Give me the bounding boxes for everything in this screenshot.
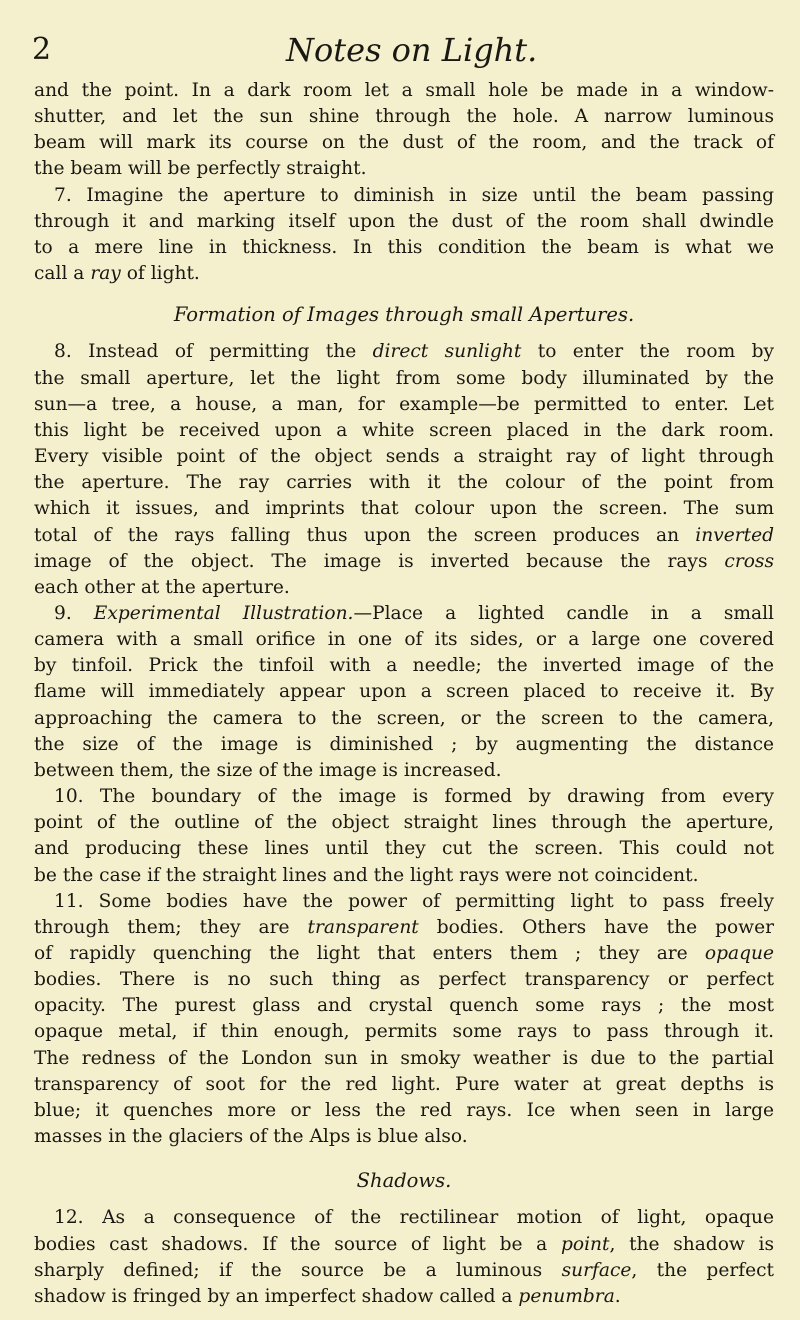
text-line: between them, the size of the image is increased. <box>34 759 502 781</box>
text-line: sun—a tree, a house, a man, for example—be permitted to enter. Let <box>34 393 774 415</box>
text-fragment: to enter the room by <box>521 341 775 363</box>
paragraph-8 <box>34 339 774 601</box>
text-line: 11. Some bodies have the power of permitting light to pass freely <box>54 890 774 912</box>
text-line: Every visible point of the object sends a straight ray of light through <box>34 446 774 468</box>
text-line: and the point. In a dark room let a small hole be made in a window- <box>34 80 774 101</box>
text-line: bodies. There is no such thing as perfect transparency or perfect <box>34 969 774 991</box>
text-fragment: total of the rays falling thus upon the screen produces an <box>34 524 696 546</box>
text-line: the aperture. The ray carries with it the colour of the point from <box>34 472 774 494</box>
text-line: 7. Imagine the aperture to diminish in size until the beam passing <box>54 184 774 206</box>
text-line: be the case if the straight lines and the light rays were not coincident. <box>34 864 699 886</box>
emphasis-ray: ray <box>90 263 121 285</box>
emphasis-surface: surface <box>561 1259 632 1281</box>
page-number: 2 <box>32 32 52 67</box>
text-fragment: sharply defined; if the source be a luminous <box>34 1259 562 1281</box>
text-line: beam will mark its course on the dust of the room, and the track of <box>34 132 774 154</box>
text-line: opaque metal, if thin enough, permits some rays to pass through it. <box>34 1021 774 1043</box>
text-line <box>34 915 774 941</box>
text-line: to a mere line in thickness. In this condition the beam is what we <box>34 236 774 258</box>
text-line: 10. The boundary of the image is formed by drawing from every <box>54 786 774 808</box>
paragraph-10 <box>34 784 774 889</box>
text-line: through it and marking itself upon the dust of the room shall dwindle <box>34 210 774 232</box>
text-line: approaching the camera to the screen, or the screen to the camera, <box>34 707 774 729</box>
running-title: Notes on Light. <box>286 31 538 69</box>
text-line: shutter, and let the sun shine through the hole. A narrow luminous <box>34 106 774 128</box>
text-fragment: of light. <box>120 263 200 285</box>
text-line: the size of the image is diminished ; by augmenting the distance <box>34 733 774 755</box>
text-line: opacity. The purest glass and crystal quench some rays ; the most <box>34 995 774 1017</box>
emphasis-experimental-illustration: Experimental Illustration. <box>93 602 354 624</box>
paragraph-intro <box>34 78 774 183</box>
text-line <box>34 523 774 549</box>
paragraph-7 <box>34 183 774 288</box>
text-line: point of the outline of the object straight lines through the aperture, <box>34 812 774 834</box>
text-line <box>34 261 774 287</box>
text-line <box>34 1258 774 1284</box>
text-line: each other at the aperture. <box>34 576 290 598</box>
text-line: masses in the glaciers of the Alps is blue also. <box>34 1126 468 1148</box>
text-line: and producing these lines until they cut the screen. This could not <box>34 838 774 860</box>
text-fragment: call a <box>34 263 91 285</box>
emphasis-inverted: inverted <box>695 524 774 546</box>
text-line <box>34 1284 774 1310</box>
section-heading-images: Formation of Images through small Apertures. <box>173 303 635 327</box>
text-fragment: bodies. Others have the power <box>418 916 774 938</box>
page-header <box>0 22 800 72</box>
text-fragment: . <box>614 1285 621 1307</box>
body-text <box>34 78 774 1310</box>
text-fragment: , the shadow is <box>609 1233 774 1255</box>
text-line: this light be received upon a white screen placed in the dark room. <box>34 419 774 441</box>
section-heading-shadows: Shadows. <box>356 1169 452 1193</box>
text-fragment: , the perfect <box>631 1259 775 1281</box>
text-line: the small aperture, let the light from some body illuminated by the <box>34 367 774 389</box>
text-fragment: shadow is fringed by an imperfect shadow called a <box>34 1285 519 1307</box>
emphasis-point: point <box>560 1233 610 1255</box>
text-line: The redness of the London sun in smoky weather is due to the partial <box>34 1047 774 1069</box>
text-line: flame will immediately appear upon a screen placed to receive it. By <box>34 681 774 703</box>
text-line: which it issues, and imprints that colour upon the screen. The sum <box>34 498 774 520</box>
paragraph-11 <box>34 889 774 1151</box>
text-line <box>34 1232 774 1258</box>
text-line <box>34 601 774 627</box>
text-fragment: image of the object. The image is inverted because the rays <box>34 550 725 572</box>
text-line: camera with a small orifice in one of its sides, or a large one covered <box>34 629 774 651</box>
text-fragment: bodies cast shadows. If the source of light be a <box>34 1233 561 1255</box>
emphasis-direct-sunlight: direct sunlight <box>372 341 522 363</box>
text-line: blue; it quenches more or less the red rays. Ice when seen in large <box>34 1099 774 1121</box>
emphasis-penumbra: penumbra <box>518 1285 615 1307</box>
text-line: the beam will be perfectly straight. <box>34 158 367 180</box>
text-line <box>34 941 774 967</box>
emphasis-transparent: transparent <box>307 916 419 938</box>
text-line <box>34 549 774 575</box>
paragraph-9 <box>34 601 774 784</box>
paragraph-12 <box>34 1205 774 1310</box>
text-fragment: 9. <box>54 602 94 624</box>
text-line: by tinfoil. Prick the tinfoil with a needle; the inverted image of the <box>34 655 774 677</box>
emphasis-opaque: opaque <box>704 943 774 964</box>
text-line: 12. As a consequence of the rectilinear motion of light, opaque <box>54 1207 774 1229</box>
text-fragment: through them; they are <box>34 916 308 938</box>
text-line: transparency of soot for the red light. Pure water at great depths is <box>34 1073 774 1095</box>
text-fragment: 8. Instead of permitting the <box>54 341 373 363</box>
emphasis-cross: cross <box>724 550 774 572</box>
text-fragment: —Place a lighted candle in a small <box>353 602 775 624</box>
text-line <box>34 339 774 365</box>
text-fragment: of rapidly quenching the light that enters them ; they are <box>34 943 705 964</box>
